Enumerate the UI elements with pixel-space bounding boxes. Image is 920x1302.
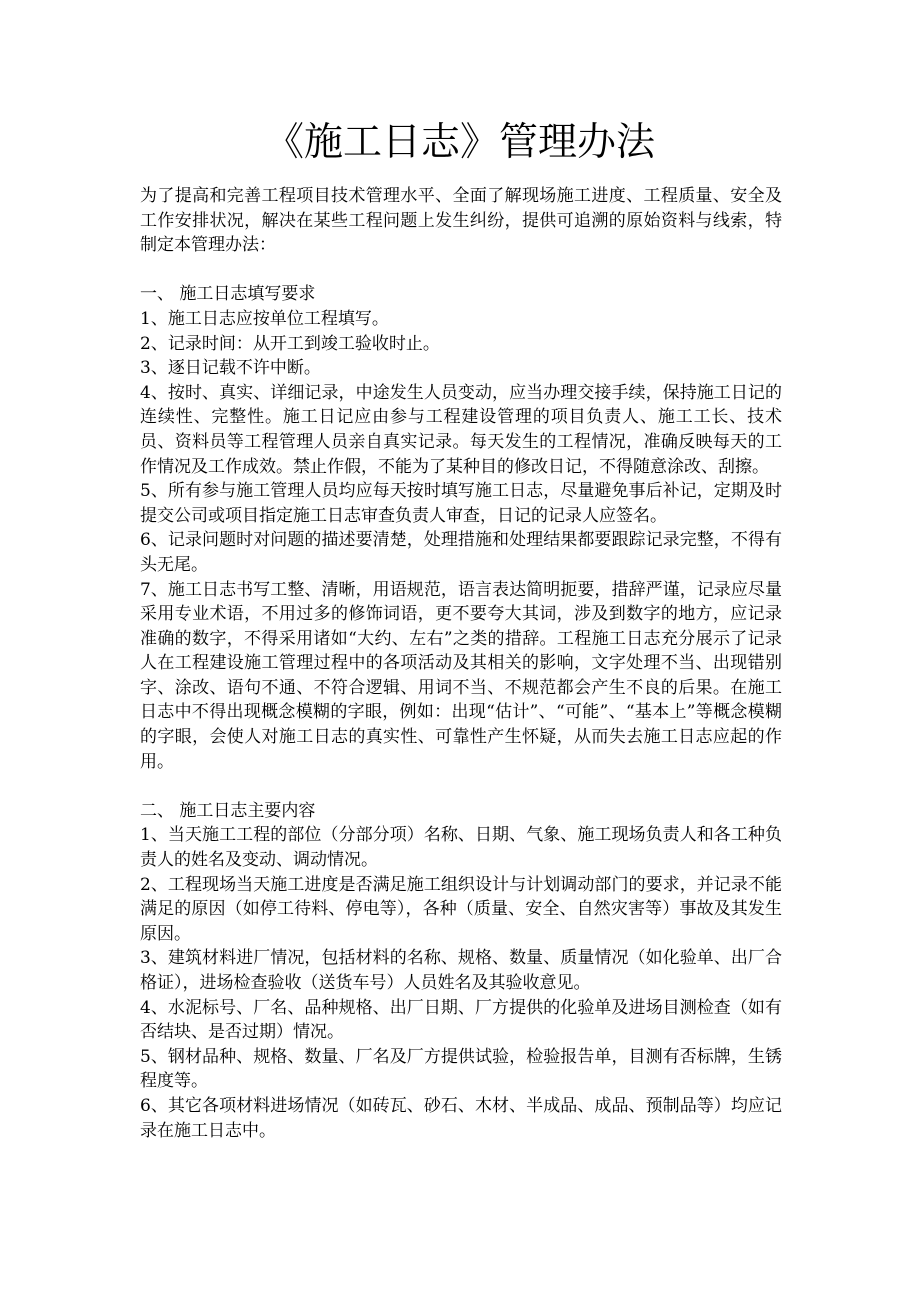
- spacer: [140, 774, 782, 799]
- section-2-item-4: 4、水泥标号、厂名、品种规格、出厂日期、厂方提供的化验单及进场目测检查（如有否结块、是否过期）情况。: [140, 997, 782, 1043]
- spacer: [140, 258, 782, 283]
- section-1-item-2: 2、记录时间：从开工到竣工验收时止。: [140, 333, 440, 354]
- intro-paragraph: 为了提高和完善工程项目技术管理水平、全面了解现场施工进度、工程质量、安全及工作安排状况，解决在某些工程问题上发生纠纷，提供可追溯的原始资料与线索，特制定本管理办法：: [140, 186, 782, 256]
- document-body: [140, 184, 782, 1143]
- section-2-item-2: 2、工程现场当天施工进度是否满足施工组织设计与计划调动部门的要求，并记录不能满足的原因（如停工待料、停电等），各种（质量、安全、自然灾害等）事故及其发生原因。: [140, 874, 782, 944]
- section-1-item-1: 1、施工日志应按单位工程填写。: [140, 308, 389, 329]
- section-2-item-5: 5、钢材品种、规格、数量、厂名及厂方提供试验，检验报告单，目测有否标牌，生锈程度等。: [140, 1046, 782, 1092]
- section-1-heading: 一、 施工日志填写要求: [140, 284, 316, 305]
- section-2-item-6: 6、其它各项材料进场情况（如砖瓦、砂石、木材、半成品、成品、预制品等）均应记录在施工日志中。: [140, 1095, 782, 1141]
- section-1-item-3: 3、逐日记载不许中断。: [140, 358, 321, 379]
- section-1-item-4: 4、按时、真实、详细记录，中途发生人员变动，应当办理交接手续，保持施工日记的连续性、完整性。施工日记应由参与工程建设管理的项目负责人、施工工长、技术员、资料员等工程管理人员亲自真实记录。每天发生的工程情况，准确反映每天的工作情况及工作成效。禁止作假，不能为了某种目的修改日记，不得随意涂改、刮擦。: [140, 382, 782, 477]
- section-1-item-7: 7、施工日志书写工整、清晰，用语规范，语言表达简明扼要，措辞严谨，记录应尽量采用专业术语，不用过多的修饰词语，更不要夸大其词，涉及到数字的地方，应记录准确的数字，不得采用诸如“大约、左右”之类的措辞。工程施工日志充分展示了记录人在工程建设施工管理过程中的各项活动及其相关的影响，文字处理不当、出现错别字、涂改、语句不通、不符合逻辑、用词不当、不规范都会产生不良的后果。在施工日志中不得出现概念模糊的字眼，例如：出现“估计”、“可能”、“基本上”等概念模糊的字眼，会使人对施工日志的真实性、可靠性产生怀疑，从而失去施工日志应起的作用。: [140, 579, 782, 772]
- document-title: 《施工日志》管理办法: [264, 120, 655, 165]
- section-2-heading: 二、 施工日志主要内容: [140, 800, 316, 821]
- section-1-item-5: 5、所有参与施工管理人员均应每天按时填写施工日志，尽量避免事后补记，定期及时提交公司或项目指定施工日志审查负责人审查，日记的记录人应签名。: [140, 481, 782, 526]
- section-1-item-6: 6、记录问题时对问题的描述要清楚，处理措施和处理结果都要跟踪记录完整，不得有头无尾。: [140, 530, 782, 575]
- section-2-item-3: 3、建筑材料进厂情况，包括材料的名称、规格、数量、质量情况（如化验单、出厂合格证），进场检查验收（送货车号）人员姓名及其验收意见。: [140, 948, 782, 993]
- section-2-item-1: 1、当天施工工程的部位（分部分项）名称、日期、气象、施工现场负责人和各工种负责人的姓名及变动、调动情况。: [140, 825, 782, 871]
